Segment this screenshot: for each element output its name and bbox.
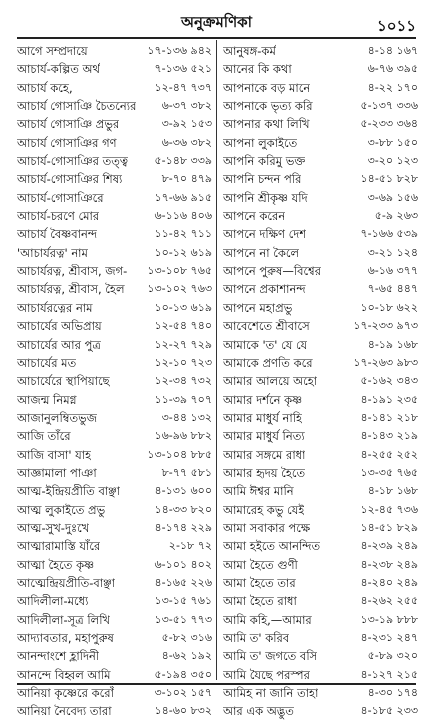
entry-term: 'আচার্যরত্ন' নাম (17, 245, 88, 260)
entry-term: আপনাকে ভৃত্য করি (223, 99, 313, 114)
index-entry (17, 207, 214, 225)
index-entry (17, 409, 214, 427)
entry-reference: ৪-৬২ ১৯২ (161, 649, 212, 663)
entry-term: আমা হইতে আনন্দিত (223, 539, 321, 554)
entry-reference: ১৭-২৬৩ ৯৮৩ (353, 355, 418, 369)
entry-reference: ৪-১২৭ ২১৫ (360, 667, 418, 681)
index-entry (223, 501, 420, 519)
index-entry (17, 464, 214, 482)
entry-term: আপনে করেন (223, 209, 286, 224)
entry-reference: ১২-৫৪ ৭৪০ (154, 319, 212, 333)
index-entry (17, 225, 214, 243)
page-number: ১০১১ (377, 17, 416, 35)
entry-reference: ৫-৯ ২৬৩ (374, 209, 418, 223)
entry-reference: ৫-১৯৪ ৩৫০ (154, 667, 212, 681)
index-entry (223, 372, 420, 390)
entry-term: আচার্য কহে, (17, 80, 73, 95)
entry-reference: ৪-১৪ ১৬৭ (367, 44, 418, 57)
index-entry (223, 537, 420, 555)
entry-term: আচার্যরত্ন, শ্রীবাস, জগ- (17, 264, 128, 279)
entry-reference: ৫-২৩৩ ৩৬৪ (360, 117, 418, 131)
entry-reference: ৫-১৩৭ ৩৩৬ (360, 99, 418, 113)
entry-term: আনন্দে বিহ্বল আমি (17, 667, 111, 682)
entry-reference: ৩-৯২ ১৫৩ (161, 117, 212, 131)
index-entry (223, 225, 420, 243)
index-entry (223, 409, 420, 427)
entry-reference: ১৪-৫১ ৮২৯ (360, 520, 418, 534)
index-entry (223, 134, 420, 152)
index-entry (223, 427, 420, 445)
index-entry (223, 42, 420, 60)
entry-reference: ১৩-১৫ ৭৬১ (154, 594, 212, 608)
index-entry (223, 152, 420, 170)
entry-reference: ৪-২৩৮ ২৪৯ (360, 557, 418, 571)
entry-reference: ৪-২৩১ ২৪৭ (360, 631, 418, 644)
entry-term: আমি ঈশ্বর মানি (223, 484, 294, 499)
index-entry (223, 666, 420, 684)
entry-term: আজি বাসা' যাহ (17, 447, 92, 462)
index-entry (17, 189, 214, 207)
top-rule (17, 37, 416, 39)
index-entry (223, 299, 420, 317)
index-entry (223, 391, 420, 409)
index-entry (223, 574, 420, 592)
index-entry (17, 647, 214, 665)
entry-term: আত্মেন্দ্রিয়প্রীতি-বাঞ্ছা (17, 575, 116, 590)
entry-term: আপনা লুকাইতে (223, 135, 298, 150)
index-entry (223, 262, 420, 280)
entry-term: আমারেহ কভু যেই (223, 502, 305, 517)
entry-term: আচার্য-গোসাঞির তত্ত্ব (17, 154, 129, 169)
entry-term: আপনি শ্রীকৃষ্ণ যদি (223, 190, 308, 205)
index-entry (17, 574, 214, 592)
entry-reference: ১২-২৭ ৭২৯ (154, 337, 212, 351)
entry-term: আচার্য-কল্পিত অর্থ (17, 62, 100, 77)
index-entry (223, 354, 420, 372)
index-entry (223, 446, 420, 464)
entry-term: আচার্য বৈষ্ণবানন্দ (17, 227, 98, 242)
index-entry (17, 280, 214, 298)
entry-term: আচার্য গোসাঞির গণ (17, 135, 117, 150)
entry-term: আমিহ না জানি তাহা (223, 686, 319, 701)
entry-term: আপনাকে বড় মানে (223, 80, 311, 95)
entry-reference: ১৩-১৯ ৮৮৮ (360, 612, 418, 626)
entry-reference: ৩-৮৮ ১৫০ (367, 135, 418, 149)
entry-term: আজন্ম নিমগ্ন (17, 392, 77, 407)
entry-reference: ৩-১০২ ১৫৭ (154, 686, 212, 700)
entry-term: আনিয়া নৈবেদ্য তারা (17, 704, 112, 719)
entry-reference: ১২-৩৪ ৭৩২ (154, 374, 212, 388)
entry-term: আচার্য গোসাঞি প্রভুর (17, 117, 120, 132)
index-entry (223, 244, 420, 262)
index-entry (17, 629, 214, 647)
index-entry (223, 207, 420, 225)
entry-reference: ১৩-১০৪ ৮৮৫ (147, 447, 212, 461)
index-entry (223, 592, 420, 610)
entry-term: আচার্যের আর পুত্র (17, 337, 101, 352)
index-entry (17, 556, 214, 574)
entry-term: আচার্যরত্ন, শ্রীবাস, হৈল (17, 282, 125, 297)
index-entry (223, 79, 420, 97)
entry-term: আনের কি কথা (223, 62, 292, 77)
index-entry (17, 702, 214, 720)
entry-term: আচার্যের অভিপ্রায় (17, 319, 102, 334)
entry-term: আমার হৃদয় হৈতে (223, 465, 306, 480)
index-entry (223, 629, 420, 647)
entry-reference: ১৩-১০২ ৭৬৩ (147, 282, 212, 296)
entry-reference: ৫-১৪৮ ৩৩৯ (154, 154, 212, 168)
index-entry (17, 170, 214, 188)
index-entry (223, 170, 420, 188)
entry-term: আচার্যের মত (17, 355, 77, 370)
entry-term: আমা সবাকার পক্ষে (223, 520, 311, 535)
bottom-rule (17, 683, 416, 685)
entry-reference: ১০-১৮ ৬২২ (360, 300, 418, 314)
index-entry (17, 152, 214, 170)
entry-reference: ৬-৩৭ ৩৮২ (161, 99, 212, 113)
entry-term: আমার সঙ্গমে রাধা (223, 447, 306, 462)
entry-term: আনন্দাংশে হ্লাদিনী (17, 649, 100, 664)
entry-reference: ৪-১৪১ ২১৮ (360, 410, 418, 424)
index-entry (17, 391, 214, 409)
page-header (0, 0, 433, 36)
entry-reference: ৬-৭৬ ৩৯৫ (367, 62, 418, 76)
index-entry (223, 684, 420, 702)
entry-term: আত্ম-ইন্দ্রিয়প্রীতি বাঞ্ছা (17, 484, 121, 499)
entry-term: আত্মা হৈতে কৃষ্ণ (17, 557, 95, 572)
entry-reference: ৪-২২ ১৭০ (367, 80, 418, 94)
index-entry (17, 537, 214, 555)
index-entry (223, 647, 420, 665)
index-entry (17, 501, 214, 519)
entry-term: আত্ম লুকাইতে প্রভু (17, 502, 106, 517)
entry-reference: ১২-৪৫ ৭৩৬ (360, 502, 418, 516)
entry-reference: ১০-১৩ ৬১৯ (154, 300, 212, 314)
entry-term: আমার মাধুর্য নিত্য (223, 429, 305, 444)
index-entry (17, 134, 214, 152)
entry-term: আচার্যেরে স্থাপিয়াছে (17, 374, 110, 389)
index-entry (17, 244, 214, 262)
index-entry (17, 446, 214, 464)
index-entry (17, 262, 214, 280)
entry-term: আমি ত' জগতে বসি (223, 649, 318, 664)
entry-reference: ৬-১৬ ৩৭৭ (367, 264, 418, 278)
index-entry (223, 702, 420, 720)
entry-reference: ৮-৭০ ৪৭৯ (161, 172, 212, 186)
entry-reference: ৬-১১৬ ৪০৬ (154, 209, 212, 223)
entry-reference: ৪-১৩১ ৬০০ (154, 484, 212, 498)
entry-term: আমা হৈতে রাধা (223, 594, 297, 609)
entry-reference: ৪-১৯১ ২৩৫ (360, 392, 418, 406)
entry-reference: ৪-১৪৩ ২১৯ (360, 429, 418, 443)
index-entry (17, 372, 214, 390)
index-entry (223, 317, 420, 335)
index-entry (223, 97, 420, 115)
index-entry (17, 666, 214, 684)
entry-reference: ১৬-৯৬ ৮৮২ (154, 429, 212, 443)
entry-term: আদিলীলা-মধ্যে (17, 594, 89, 609)
index-entry (17, 482, 214, 500)
index-entry (17, 42, 214, 60)
entry-reference: ১২-১০ ৭২৩ (154, 355, 212, 369)
index-entry (223, 611, 420, 629)
entry-reference: ৪-২৪০ ২৪৯ (360, 575, 418, 589)
index-entry (17, 592, 214, 610)
entry-term: আপনার কথা লিখি (223, 117, 310, 132)
index-column-right (223, 42, 420, 721)
index-entry (223, 519, 420, 537)
entry-reference: ৩-২০ ১২৩ (367, 154, 418, 168)
index-entry (17, 684, 214, 702)
entry-reference: ১১-৩৯ ৭০৭ (154, 392, 212, 406)
entry-term: আচার্য-গোসাঞির শিষ্য (17, 172, 123, 187)
entry-reference: ৪-২৩৯ ২৪৯ (360, 539, 418, 553)
entry-reference: ৫-৮৯ ৩২০ (367, 649, 418, 663)
entry-reference: ৪-১৮৫ ২৩৩ (360, 704, 418, 718)
entry-term: আপনি চন্দন পরি (223, 172, 302, 187)
entry-term: আজ্ঞামালা পাঞা (17, 465, 97, 480)
entry-reference: ৩-২১ ১২৪ (367, 245, 418, 259)
page-title: অনুক্রমণিকা (180, 13, 253, 31)
entry-reference: ৪-২৫৫ ২৫২ (360, 447, 418, 461)
entry-reference: ১৪-৬০ ৮৩২ (154, 704, 212, 718)
entry-reference: ১১-৪২ ৭১১ (154, 227, 212, 241)
entry-term: আচার্য-গোসাঞিরে (17, 190, 104, 205)
entry-reference: ৪-১৭৪ ২২৯ (154, 520, 212, 534)
index-entry (17, 79, 214, 97)
entry-term: আত্ম-সুখ-দুঃখে (17, 520, 90, 535)
entry-reference: ৬-৩৬ ৩৮২ (161, 135, 212, 149)
index-entry (17, 317, 214, 335)
entry-reference: ৬-১০১ ৪০২ (154, 557, 212, 571)
index-entry (223, 115, 420, 133)
entry-reference: ১৭-১৩৬ ৯৪২ (147, 44, 212, 57)
entry-term: আজি তাঁরে (17, 429, 71, 444)
entry-reference: ৩-৪৪ ১৩২ (161, 410, 212, 424)
entry-reference: ৩-৬৯ ১৫৬ (367, 190, 418, 204)
entry-reference: ৮-৭৭ ৫৮১ (161, 465, 212, 479)
entry-reference: ১৩-৩৫ ৭৬৫ (360, 465, 418, 479)
entry-reference: ৪-২৬২ ২৫৫ (360, 594, 418, 608)
index-entry (223, 60, 420, 78)
index-entry (17, 354, 214, 372)
entry-term: আমা হৈতে গুণী (223, 557, 298, 572)
entry-term: আপনে না কৈলে (223, 245, 300, 260)
entry-term: আবেশেতে শ্রীবাসে (223, 319, 310, 334)
entry-reference: ১৪-৩৩ ৮২০ (154, 502, 212, 516)
index-entry (223, 482, 420, 500)
index-entry (223, 464, 420, 482)
entry-term: আনুষঙ্গ-কর্ম (223, 44, 276, 58)
entry-term: আমি ত' করিব (223, 631, 290, 645)
entry-reference: ৫-৮২ ৩১৬ (161, 631, 212, 644)
entry-term: আপনে প্রকাশানন্দ (223, 282, 306, 297)
entry-reference: ৪-১৮ ১৬৮ (367, 484, 418, 498)
entry-term: আচার্য-চরণে মোর (17, 209, 100, 224)
entry-term: আমার মাধুর্য নাহি (223, 410, 303, 425)
entry-reference: ৪-১৬৫ ২২৬ (154, 575, 212, 589)
entry-term: আমি কহি,—আমার (223, 612, 312, 627)
entry-reference: ১৩-১০৮ ৭৬৫ (147, 264, 212, 278)
entry-term: আচার্য গোসাঞি চৈতন্যের (17, 99, 137, 114)
index-entry (17, 336, 214, 354)
index-column-left (17, 42, 214, 721)
entry-term: আদ্যাবতার, মহাপুরুষ (17, 631, 114, 645)
entry-reference: ১৪-৫১ ৮২৮ (360, 172, 418, 186)
entry-term: আমার আলয়ে অহো (223, 374, 318, 389)
entry-reference: ১৭-৬৬ ৯১৫ (154, 190, 212, 204)
index-entry (17, 60, 214, 78)
entry-reference: ১০-১২ ৬১৯ (154, 245, 212, 259)
entry-reference: ২-১৮ ৭২ (168, 539, 212, 553)
index-entry (223, 336, 420, 354)
entry-reference: ৪-৩০ ১৭৪ (367, 686, 418, 700)
entry-term: আজানুলম্বিতভুজ (17, 410, 98, 425)
entry-reference: ৪-১৯ ১৬৮ (367, 337, 418, 351)
index-entry (223, 189, 420, 207)
column-divider (216, 40, 217, 680)
entry-term: আদিলীলা-সূত্র লিখি (17, 612, 111, 627)
entry-term: আপনে মহাপ্রভু (223, 300, 293, 315)
entry-reference: ৭-১৩৬ ৫২১ (154, 62, 212, 76)
entry-term: আত্মারামাস্তি যাঁরে (17, 539, 101, 554)
entry-reference: ৭-১৬৬ ৫৩৯ (360, 227, 418, 241)
entry-term: আমাকে প্রণতি করে (223, 355, 313, 370)
entry-term: আনিয়া কৃষ্ণেরে করোঁ (17, 686, 114, 701)
entry-reference: ১২-৪৭ ৭৩৭ (154, 80, 212, 94)
entry-term: আমি যৈছে পরস্পর (223, 667, 310, 682)
entry-reference: ৫-১৬২ ৩৪৩ (360, 374, 418, 388)
index-entry (17, 519, 214, 537)
index-entry (223, 280, 420, 298)
index-entry (17, 611, 214, 629)
entry-term: আমার দর্শনে কৃষ্ণ (223, 392, 303, 407)
index-entry (17, 299, 214, 317)
entry-term: আর এক অদ্ভুত (223, 704, 294, 719)
index-entry (17, 115, 214, 133)
entry-term: আপনি করিমু ভক্ত (223, 154, 306, 169)
entry-term: আচার্যরত্নের নাম (17, 300, 93, 315)
entry-term: আমাকে 'ত' যে যে (223, 337, 308, 352)
entry-term: আপনে পুরুষ—বিশ্বের (223, 264, 322, 279)
entry-term: আমা হৈতে তার (223, 575, 296, 590)
entry-reference: ৭-৬৫ ৪৪৭ (367, 282, 418, 296)
entry-reference: ১৭-২৩৩ ৯৭৩ (353, 319, 418, 333)
entry-reference: ১৩-৫১ ৭৭৩ (154, 612, 212, 626)
entry-term: আপনে দক্ষিণ দেশ (223, 227, 307, 242)
index-entry (17, 427, 214, 445)
index-entry (223, 556, 420, 574)
entry-term: আগে সম্প্রদায়ে (17, 44, 88, 58)
index-entry (17, 97, 214, 115)
